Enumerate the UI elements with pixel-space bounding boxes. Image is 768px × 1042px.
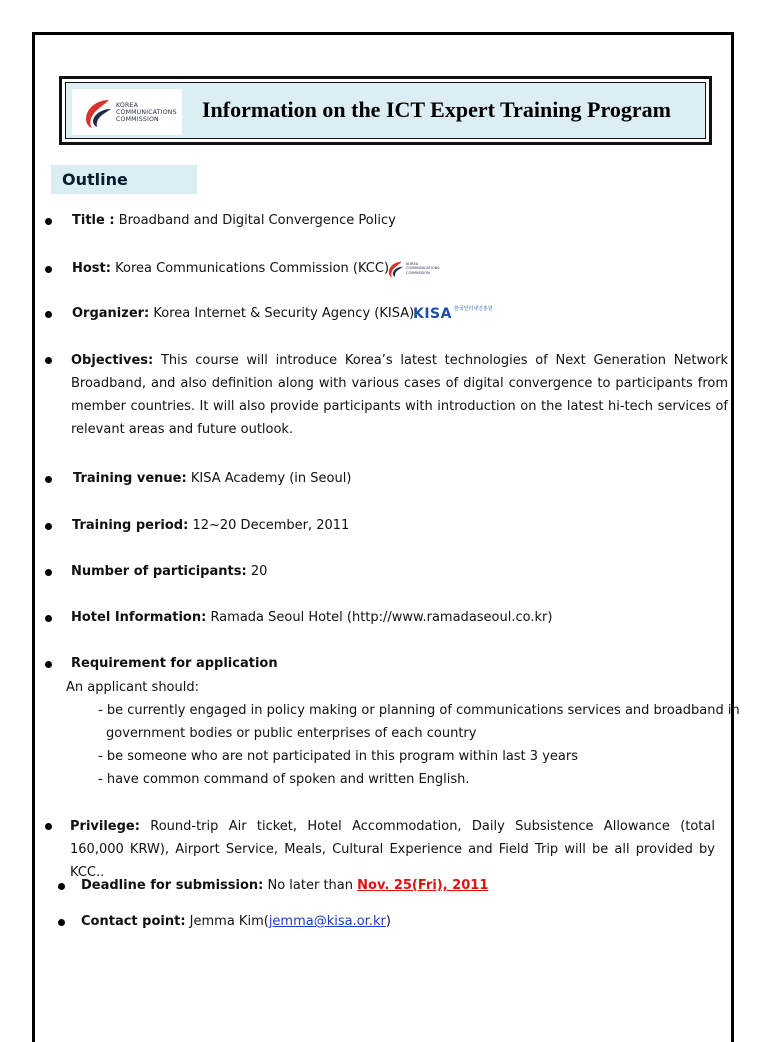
item-value: This course will introduce Korea’s latest technologies of Next Generation Network Broadband, and also definition along with various cases of digital convergence to participants from member countries. It will also provide participants with introduction on the latest hi-tech services of relevant areas and future outlook. bbox=[71, 353, 728, 437]
requirement-intro: An applicant should: bbox=[66, 680, 199, 695]
item-period bbox=[72, 515, 349, 538]
item-value: Korea Communications Commission (KCC) bbox=[115, 261, 390, 276]
kcc-small-logo-text bbox=[406, 262, 440, 275]
item-host bbox=[72, 258, 389, 281]
logo-line-1: KOREA bbox=[116, 102, 139, 109]
bullet-icon bbox=[45, 823, 52, 830]
item-organizer bbox=[72, 303, 414, 326]
item-label: Number of participants: bbox=[71, 564, 247, 579]
contact-close-paren: ) bbox=[385, 914, 391, 929]
logo-line-3: COMMISSION bbox=[116, 116, 159, 123]
contact-name: Jemma Kim( bbox=[189, 914, 269, 929]
item-label: Deadline for submission: bbox=[81, 878, 264, 893]
item-label: Training period: bbox=[72, 518, 189, 533]
logo-line-2: COMMUNICATIONS bbox=[116, 109, 177, 116]
item-value: 20 bbox=[250, 564, 268, 579]
item-deadline bbox=[81, 875, 488, 898]
item-label: Title : bbox=[72, 213, 115, 228]
bullet-icon bbox=[45, 266, 52, 273]
contact-email-link[interactable]: jemma@kisa.or.kr bbox=[268, 914, 386, 929]
requirement-line-3: - have common command of spoken and written English. bbox=[98, 772, 470, 787]
item-value: Round-trip Air ticket, Hotel Accommodation, Daily Subsistence Allowance (total 160,000 KRW), Airport Service, Meals, Cultural Experience and Field Trip will be all provided by KCC.. bbox=[70, 819, 715, 880]
kcc-small-logo bbox=[386, 260, 460, 278]
bullet-icon bbox=[45, 661, 52, 668]
kisa-logo: KISA bbox=[413, 306, 452, 322]
requirement-line-1b: government bodies or public enterprises of each country bbox=[106, 726, 477, 741]
item-participants bbox=[71, 561, 267, 584]
item-label: Contact point: bbox=[81, 914, 186, 929]
bullet-icon bbox=[45, 615, 52, 622]
kcc-logo bbox=[72, 89, 182, 135]
bullet-icon bbox=[45, 311, 52, 318]
item-contact bbox=[81, 911, 391, 934]
logo-line-1: KOREA bbox=[406, 262, 419, 266]
item-value: KISA Academy (in Seoul) bbox=[190, 471, 352, 486]
section-heading-outline bbox=[51, 165, 197, 194]
item-objectives bbox=[71, 349, 728, 445]
item-value: Korea Internet & Security Agency (KISA) bbox=[153, 306, 415, 321]
bullet-icon bbox=[58, 883, 65, 890]
bullet-icon bbox=[45, 357, 52, 364]
item-label: Privilege: bbox=[70, 819, 140, 834]
bullet-icon bbox=[45, 476, 52, 483]
bullet-icon bbox=[45, 218, 52, 225]
item-venue bbox=[73, 468, 351, 491]
item-label: Hotel Information: bbox=[71, 610, 207, 625]
header-inner bbox=[65, 82, 706, 139]
item-label: Requirement for application bbox=[71, 656, 278, 671]
kcc-swoosh-icon bbox=[82, 97, 112, 129]
item-requirement bbox=[71, 653, 278, 676]
section-label: Outline bbox=[62, 170, 128, 189]
header-box bbox=[59, 76, 712, 145]
item-label: Host: bbox=[72, 261, 111, 276]
requirement-line-1: - be currently engaged in policy making or planning of communications services and broadband in bbox=[98, 703, 740, 718]
item-title bbox=[72, 210, 396, 233]
item-label: Objectives: bbox=[71, 353, 154, 368]
logo-line-3: COMMISSION bbox=[406, 270, 430, 275]
kisa-logo-subtext: 한국인터넷진흥원 bbox=[454, 306, 493, 312]
item-label: Organizer: bbox=[72, 306, 150, 321]
item-hotel bbox=[71, 607, 552, 630]
bullet-icon bbox=[45, 523, 52, 530]
kcc-swoosh-icon bbox=[386, 260, 404, 278]
bullet-icon bbox=[45, 569, 52, 576]
deadline-date: Nov. 25(Fri), 2011 bbox=[357, 878, 489, 893]
requirement-line-2: - be someone who are not participated in this program within last 3 years bbox=[98, 749, 578, 764]
item-privilege bbox=[70, 815, 715, 880]
item-value: 12~20 December, 2011 bbox=[192, 518, 350, 533]
logo-line-2: COMMUNICATIONS bbox=[406, 266, 440, 271]
bullet-icon bbox=[58, 919, 65, 926]
kcc-logo-text bbox=[116, 102, 177, 123]
page-title: Information on the ICT Expert Training Program bbox=[202, 97, 671, 122]
item-value: Broadband and Digital Convergence Policy bbox=[118, 213, 396, 228]
item-value: No later than bbox=[267, 878, 353, 893]
item-label: Training venue: bbox=[73, 471, 187, 486]
item-value: Ramada Seoul Hotel (http://www.ramadaseoul.co.kr) bbox=[210, 610, 553, 625]
